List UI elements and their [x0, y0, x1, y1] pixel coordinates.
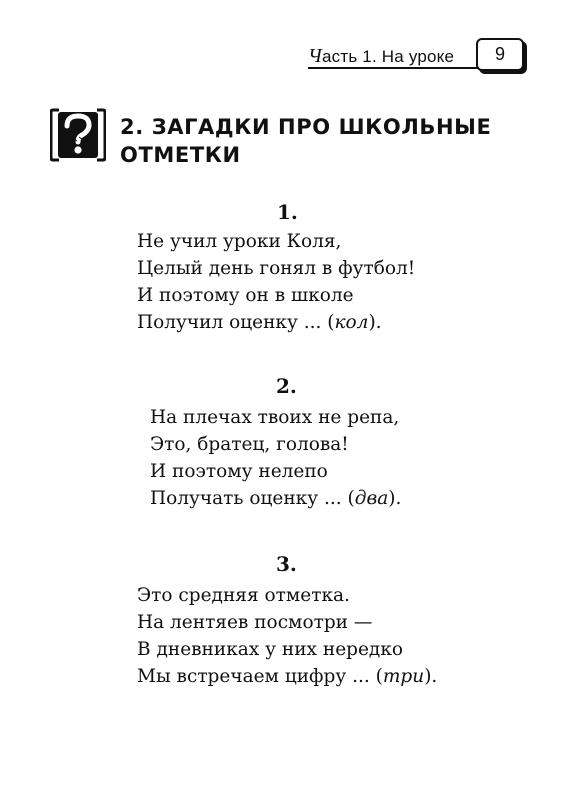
riddle-answer: два — [354, 488, 389, 509]
verse-line: Это средняя отметка. — [137, 585, 350, 606]
running-header — [308, 38, 526, 74]
verse-line: И поэтому он в школе — [137, 285, 354, 306]
verse-line-last — [150, 485, 401, 512]
riddle-answer: три — [382, 666, 425, 687]
verse-line: Не учил уроки Коля, — [137, 231, 342, 252]
riddle-verse — [137, 582, 437, 690]
verse-line: На плечах твоих не репа, — [150, 407, 400, 428]
verse-end: ). — [424, 666, 438, 687]
section-title — [120, 113, 540, 169]
riddle-number: 1. — [277, 200, 298, 224]
chapter-title-rest: асть 1. На уроке — [321, 47, 455, 66]
verse-line-last — [137, 663, 437, 690]
verse-text: Получил оценку ... ( — [137, 312, 335, 333]
riddle-number: 3. — [276, 552, 297, 576]
verse-end: ). — [388, 488, 402, 509]
verse-line: И поэтому нелепо — [150, 461, 328, 482]
chapter-initial: Ч — [308, 45, 322, 67]
page-number-text: 9 — [494, 44, 505, 64]
section-title-line-2: ОТМЕТКИ — [120, 143, 241, 167]
question-mark-icon — [50, 108, 106, 162]
verse-text: Мы встречаем цифру ... ( — [137, 666, 383, 687]
verse-line-last — [137, 309, 415, 336]
header-rule — [308, 67, 478, 69]
section-title-line-1: 2. ЗАГАДКИ ПРО ШКОЛЬНЫЕ — [120, 115, 492, 139]
riddle-verse — [150, 404, 401, 512]
riddle-answer: кол — [334, 312, 369, 333]
verse-line: В дневниках у них нередко — [137, 639, 404, 660]
page-number — [476, 38, 524, 71]
verse-end: ). — [368, 312, 382, 333]
verse-line: Целый день гонял в футбол! — [137, 258, 416, 279]
verse-line: На лентяев посмотри — — [137, 612, 373, 633]
riddle-verse — [137, 228, 415, 336]
verse-line: Это, братец, голова! — [150, 434, 349, 455]
verse-text: Получать оценку ... ( — [150, 488, 355, 509]
riddle-number: 2. — [276, 374, 297, 398]
chapter-title — [308, 45, 454, 68]
